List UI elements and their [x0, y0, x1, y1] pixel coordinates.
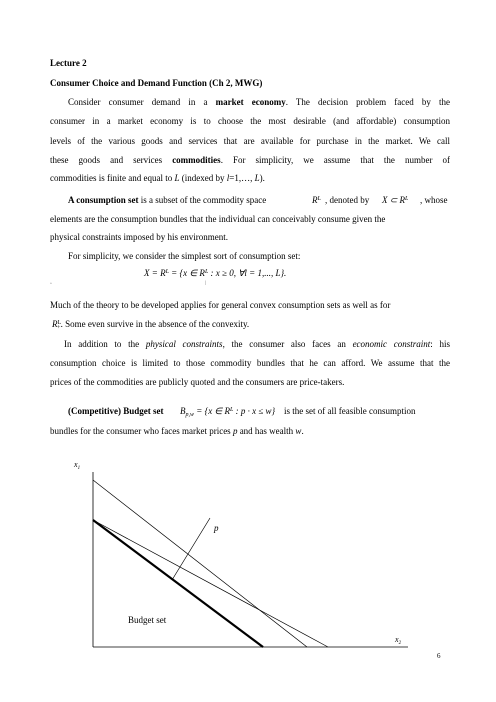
page-number: 6 [437, 652, 441, 660]
x-axis-label: $x_2$ [395, 635, 402, 646]
shifted-budget-line [93, 480, 307, 647]
budget-set-label: Budget set [128, 615, 167, 625]
p1-line-5: commodities is finite and equal to L (indexed by l=1,…, L). [50, 173, 265, 183]
stray-mark: ▫ [50, 282, 52, 287]
p4-line-2: $R^L_+$. Some even survive in the absence of the convexity. [52, 319, 250, 331]
p1-line-4: these goods and services commodities. For simplicity, we assume that the number of [50, 155, 450, 165]
stray-mark: | [205, 281, 207, 286]
p4-line-1: Much of the theory to be developed applies for general convex consumption sets as well as for [50, 300, 391, 310]
p5-line-1: In addition to the physical constraints, the consumer also faces an economic constraint: his [64, 339, 450, 349]
p1-line-1: Consider consumer demand in a market economy. The decision problem faced by the [68, 97, 450, 107]
p6-line-1: (Competitive) Budget set [68, 406, 164, 416]
section-title: Consumer Choice and Demand Function (Ch 2, MWG) [50, 78, 263, 88]
budget-set-math: $B_{p,w} = \{x$ ∈ $R^L$ : p · x ≤ w} [180, 406, 276, 418]
lecture-label: Lecture 2 [50, 58, 87, 68]
price-vector-label: p [214, 523, 219, 533]
p2-line-3: physical constraints imposed by his environment. [50, 232, 228, 242]
price-vector [172, 518, 210, 580]
p2-line-2: elements are the consumption bundles that the individual can conceivably consume given the [50, 214, 386, 224]
p2-line-1: A consumption set is a subset of the commodity space [68, 195, 267, 205]
p6-line-2: bundles for the consumer who faces market prices p and has wealth w. [50, 426, 304, 436]
p5-line-2: consumption choice is limited to those commodity bundles that he can afford. We assume that the [50, 358, 450, 368]
p2-line-1b: , denoted by [325, 195, 370, 205]
consumption-set-math: X ⊂ $R^L$ [382, 195, 409, 205]
budget-line [93, 520, 263, 647]
p1-line-2: consumer in a market economy is to choose the most desirable (and affordable) consumption [50, 116, 450, 126]
consumption-set-formula: $X = R^L = \{x$ ∈ $R^L$ : x ≥ 0, ∀l = 1,..., L}. [144, 268, 287, 278]
rotated-budget-line [93, 520, 328, 647]
p3-line-1: For simplicity, we consider the simplest sort of consumption set: [68, 251, 301, 261]
p5-line-3: prices of the commodities are publicly quoted and the consumers are price-takers. [50, 377, 345, 387]
p6-line-1b: is the set of all feasible consumption [284, 406, 416, 416]
p2-line-1c: , whose [420, 195, 448, 205]
p1-line-3: levels of the various goods and services that are available for purchase in the market. We call [50, 136, 450, 146]
commodity-space-math: $R^L$ [312, 195, 321, 205]
y-axis-label: $x_1$ [74, 460, 81, 471]
